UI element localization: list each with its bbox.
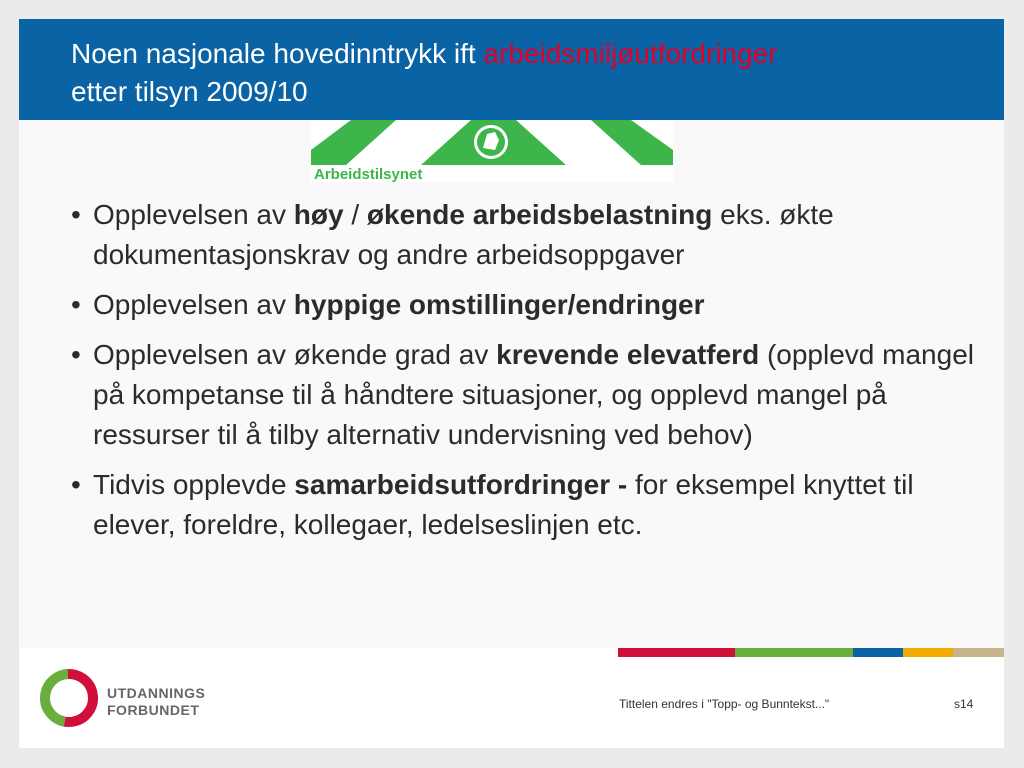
bullet-text: Opplevelsen av økende grad av — [93, 339, 497, 370]
bullet-item — [71, 335, 991, 455]
slide — [19, 19, 1004, 748]
title-highlight: arbeidsmiljøutfordringer — [483, 38, 778, 69]
logo-text: Arbeidstilsynet — [314, 166, 423, 182]
color-strip-green — [735, 648, 853, 657]
org-name — [107, 685, 205, 719]
org-name-line2: FORBUNDET — [107, 702, 200, 718]
page-number: s14 — [954, 697, 974, 711]
color-strip-tan — [953, 648, 1004, 657]
bullet-dot: • — [71, 469, 81, 500]
bullet-text: (opplevd mangel på kompetanse til å håndtere situasjoner, og opplevd mangel på ressurser til å tilby alternativ undervisning ved behov) — [93, 339, 974, 450]
bullet-item — [71, 195, 991, 275]
color-strip-blue — [853, 648, 903, 657]
bullet-text: Tidvis opplevde — [93, 469, 295, 500]
bullet-bold: samarbeidsutfordringer - — [294, 469, 628, 500]
arbeidstilsynet-logo — [311, 120, 673, 182]
bullet-dot: • — [71, 289, 81, 320]
bullet-bold: hyppige omstillinger/endringer — [293, 289, 705, 320]
footer-text: Tittelen endres i "Topp- og Bunntekst..." — [619, 697, 830, 711]
color-strip-yellow — [903, 648, 953, 657]
title-part1: Noen nasjonale hovedinntrykk ift — [71, 38, 484, 69]
title-line2: etter tilsyn 2009/10 — [71, 76, 308, 107]
slide-footer — [19, 648, 1004, 748]
bullet-list — [71, 195, 991, 555]
bullet-bold: høy — [293, 199, 344, 230]
color-strip-red — [618, 648, 735, 657]
org-name-line1: UTDANNINGS — [107, 685, 206, 701]
bullet-item — [71, 285, 991, 325]
bullet-dot: • — [71, 339, 81, 370]
bullet-text: for eksempel knyttet til elever, foreldre, kollegaer, ledelseslinjen etc. — [93, 469, 914, 540]
bullet-text: Opplevelsen av — [93, 199, 294, 230]
bullet-text: eks. økte dokumentasjonskrav og andre arbeidsoppgaver — [93, 199, 834, 270]
bullet-text: Opplevelsen av — [93, 289, 294, 320]
bullet-text: / — [343, 199, 367, 230]
utdanningsforbundet-logo-icon — [37, 666, 101, 735]
slide-title — [71, 35, 971, 111]
bullet-dot: • — [71, 199, 81, 230]
bullet-bold: økende arbeidsbelastning — [366, 199, 713, 230]
bullet-item — [71, 465, 991, 545]
bullet-bold: krevende elevatferd — [496, 339, 760, 370]
title-bar — [19, 19, 1004, 120]
